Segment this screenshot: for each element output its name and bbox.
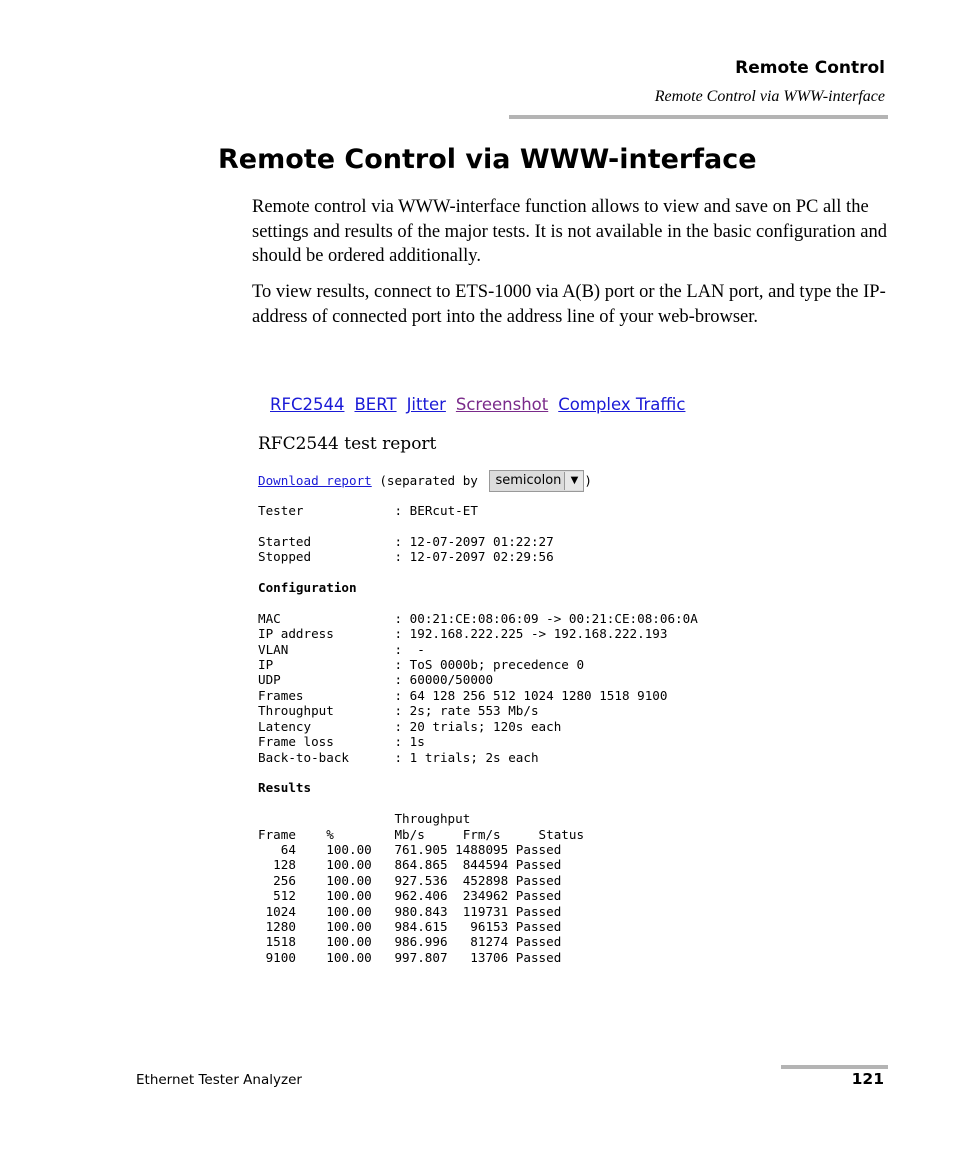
- blank-line: [258, 565, 698, 580]
- field-label: Back-to-back: [258, 749, 395, 765]
- field-label: Frame loss: [258, 734, 395, 750]
- field-label: UDP: [258, 672, 395, 688]
- field-value: -: [409, 641, 425, 657]
- field-separator: :: [394, 734, 410, 750]
- table-row: 1280 100.00 984.615 96153 Passed: [258, 918, 562, 934]
- field-separator: :: [394, 657, 410, 673]
- field-value: 2s; rate 553 Mb/s: [409, 703, 539, 719]
- nav-link-screenshot[interactable]: Screenshot: [455, 395, 549, 414]
- field-label: Throughput: [258, 703, 395, 719]
- field-value: 60000/50000: [409, 672, 494, 688]
- configuration-heading: Configuration: [258, 580, 357, 596]
- field-label: Started: [258, 533, 395, 549]
- config-row: [258, 626, 698, 641]
- running-header-section: Remote Control via WWW-interface: [654, 88, 885, 105]
- page-number: 121: [851, 1070, 884, 1088]
- field-value: 12-07-2097 01:22:27: [409, 533, 554, 549]
- field-value: 64 128 256 512 1024 1280 1518 9100: [409, 687, 668, 703]
- field-separator: :: [394, 503, 410, 518]
- field-separator: :: [394, 549, 410, 565]
- field-separator: :: [394, 749, 410, 765]
- results-heading: Results: [258, 780, 312, 796]
- field-separator: :: [394, 687, 410, 703]
- field-value: 12-07-2097 02:29:56: [409, 549, 554, 565]
- separator-prefix: (separated by: [371, 473, 486, 489]
- config-row: [258, 734, 698, 749]
- config-row: [258, 719, 698, 734]
- field-value: 00:21:CE:08:06:09 -> 00:21:CE:08:06:0A: [409, 610, 698, 626]
- table-row: 128 100.00 864.865 844594 Passed: [258, 857, 562, 873]
- field-label: Stopped: [258, 549, 395, 565]
- table-row: 1024 100.00 980.843 119731 Passed: [258, 903, 562, 919]
- field-separator: :: [394, 610, 410, 626]
- report-title: RFC2544 test report: [258, 434, 437, 454]
- blank-line: [258, 796, 698, 811]
- table-row: 64 100.00 761.905 1488095 Passed: [258, 841, 562, 857]
- chevron-down-icon: ▼: [564, 472, 583, 490]
- nav-link-complex-traffic[interactable]: Complex Traffic: [558, 395, 686, 414]
- info-row: [258, 518, 698, 533]
- instructions-paragraph: To view results, connect to ETS-1000 via A(B) port or the LAN port, and type the IP-address of connected port into the address line of your web-browser.: [252, 282, 886, 327]
- field-separator: :: [394, 703, 410, 719]
- separator-select[interactable]: [489, 470, 584, 492]
- info-row: [258, 549, 698, 564]
- config-row: [258, 750, 698, 765]
- field-separator: :: [394, 672, 410, 688]
- nav-link-jitter[interactable]: Jitter: [406, 395, 446, 414]
- table-row: 9100 100.00 997.807 13706 Passed: [258, 949, 562, 965]
- web-report-screenshot: [258, 390, 738, 970]
- field-value: 1 trials; 2s each: [409, 749, 539, 765]
- field-value: 20 trials; 120s each: [409, 718, 562, 734]
- field-label: Tester: [258, 503, 395, 518]
- report-body: [258, 503, 698, 965]
- nav-link-bert[interactable]: BERT: [354, 395, 397, 414]
- field-value: 1s: [409, 734, 425, 750]
- running-header-chapter: Remote Control: [735, 58, 885, 78]
- field-value: BERcut-ET: [409, 503, 478, 518]
- field-separator: :: [394, 626, 410, 642]
- report-nav: [270, 395, 695, 414]
- separator-select-value: semicolon: [495, 473, 562, 489]
- field-value: 192.168.222.225 -> 192.168.222.193: [409, 626, 668, 642]
- field-separator: :: [394, 718, 410, 734]
- config-row: [258, 688, 698, 703]
- header-rule: [509, 115, 888, 119]
- field-separator: :: [394, 641, 410, 657]
- config-row: [258, 642, 698, 657]
- page-title: Remote Control via WWW-interface: [218, 144, 757, 175]
- field-label: MAC: [258, 610, 395, 626]
- table-row: 512 100.00 962.406 234962 Passed: [258, 888, 562, 904]
- field-label: IP address: [258, 626, 395, 642]
- config-row: [258, 672, 698, 687]
- config-row: [258, 611, 698, 626]
- field-value: ToS 0000b; precedence 0: [409, 657, 585, 673]
- field-label: IP: [258, 657, 395, 673]
- info-row: [258, 503, 698, 518]
- results-group-header: Throughput: [258, 811, 471, 827]
- config-row: [258, 657, 698, 672]
- field-label: VLAN: [258, 641, 395, 657]
- field-label: Latency: [258, 718, 395, 734]
- nav-link-rfc2544[interactable]: RFC2544: [270, 395, 345, 414]
- results-column-headers: Frame % Mb/s Frm/s Status: [258, 826, 585, 842]
- separator-suffix: ): [584, 473, 593, 489]
- footer-product-name: Ethernet Tester Analyzer: [136, 1072, 302, 1088]
- blank-line: [258, 595, 698, 610]
- blank-line: [258, 765, 698, 780]
- field-separator: :: [394, 533, 410, 549]
- table-row: 256 100.00 927.536 452898 Passed: [258, 872, 562, 888]
- download-line: [258, 470, 592, 492]
- info-row: [258, 534, 698, 549]
- footer-rule: [781, 1065, 888, 1069]
- table-row: 1518 100.00 986.996 81274 Passed: [258, 934, 562, 950]
- field-label: Frames: [258, 687, 395, 703]
- download-report-link[interactable]: Download report: [258, 473, 372, 489]
- intro-paragraph: Remote control via WWW-interface function allows to view and save on PC all the settings and results of the major tests. It is not available in the basic configuration and should be ordered additionally.: [252, 197, 888, 266]
- config-row: [258, 703, 698, 718]
